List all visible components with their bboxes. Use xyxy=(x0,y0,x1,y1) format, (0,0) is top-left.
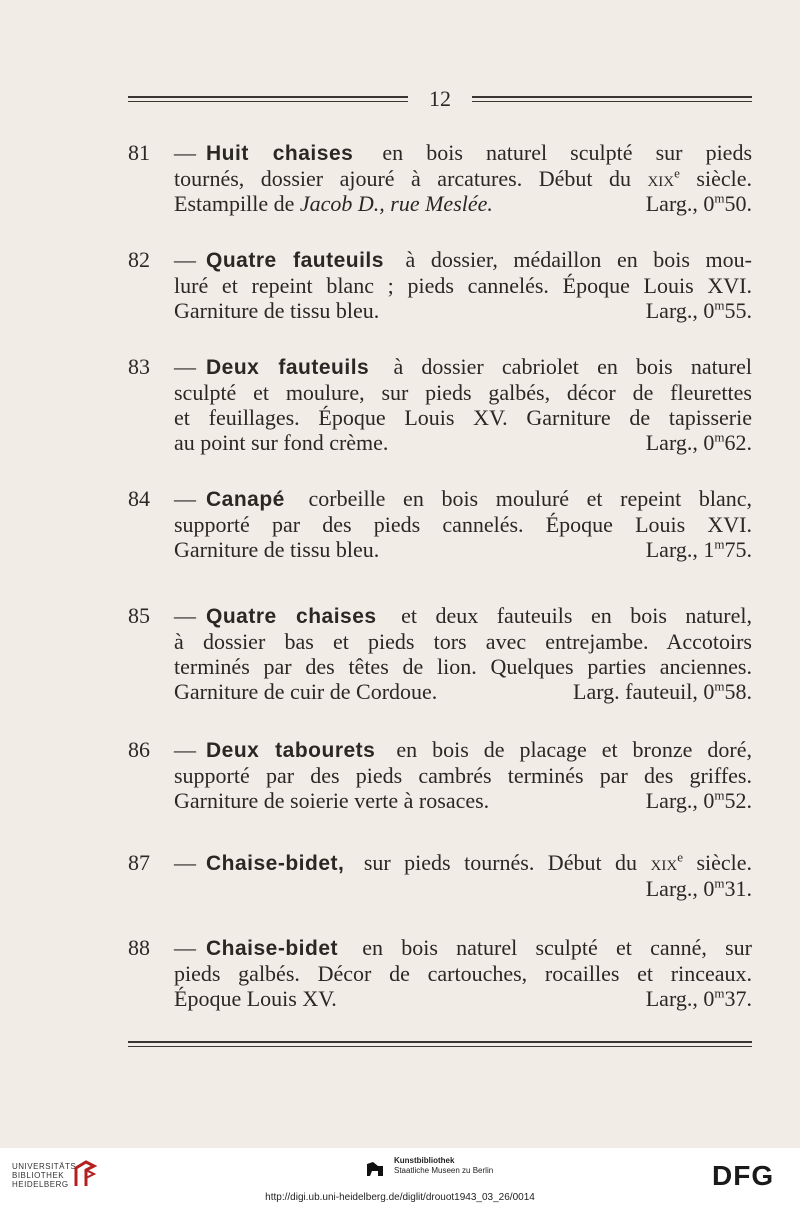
lot-85 xyxy=(128,603,752,704)
lot-87 xyxy=(128,850,752,901)
lot-text-line: en bois naturel sculpté sur pieds xyxy=(382,140,753,165)
lot-number: 87 xyxy=(128,850,150,875)
lot-81 xyxy=(128,140,752,216)
kb-subtitle: Staatliche Museen zu Berlin xyxy=(394,1166,494,1175)
lot-size: Larg. fauteuil, 0$^m$58. xyxy=(573,678,752,704)
dash: — xyxy=(174,354,196,379)
century: xix xyxy=(650,850,678,875)
dash: — xyxy=(174,486,196,511)
lot-number: 88 xyxy=(128,935,150,960)
lot-text-line: Garniture de tissu bleu. xyxy=(174,298,380,323)
header-rule-right xyxy=(472,96,752,102)
lot-88 xyxy=(128,935,752,1011)
lot-text-line: à dossier, médaillon en bois mou- xyxy=(405,247,752,272)
page-header xyxy=(128,86,752,114)
lot-text-line: terminés par des têtes de lion. Quelques parties anciennes. xyxy=(174,654,752,679)
lot-82 xyxy=(128,247,752,323)
lot-size: Larg., 0$^m$62. xyxy=(645,429,752,455)
header-rule-left xyxy=(128,96,408,102)
lot-text-line: sur pieds tournés. Début du xyxy=(363,850,638,875)
lot-number: 81 xyxy=(128,140,150,165)
university-logo-icon xyxy=(72,1158,98,1188)
lot-text-line: supporté par des pieds cannelés. Époque Louis XVI. xyxy=(174,512,752,537)
lot-number: 82 xyxy=(128,247,150,272)
lot-text-line: Garniture de soierie verte à rosaces. xyxy=(174,788,490,813)
lot-text-line: Époque Louis XV. xyxy=(174,986,337,1011)
lot-text-line: Garniture de cuir de Cordoue. xyxy=(174,679,438,704)
digitization-banner xyxy=(0,1148,800,1206)
lot-86 xyxy=(128,737,752,813)
lot-title: Canapé xyxy=(206,488,285,511)
kb-title: Kunstbibliothek xyxy=(394,1156,455,1165)
lot-text-line: siècle. xyxy=(696,166,752,191)
lot-text-line: luré et repeint blanc ; pieds cannelés. Époque Louis XVI. xyxy=(174,273,752,298)
dash: — xyxy=(174,603,196,628)
dfg-logo[interactable]: DFG xyxy=(712,1160,775,1191)
footer-rule xyxy=(128,1041,752,1047)
lot-number: 86 xyxy=(128,737,150,762)
lot-text-line: au point sur fond crème. xyxy=(174,430,389,455)
lot-title: Quatre chaises xyxy=(206,605,377,628)
lot-text-line: à dossier bas et pieds tors avec entrejambe. Accotoirs xyxy=(174,629,752,654)
lot-text-line: sculpté et moulure, sur pieds galbés, décor de fleurettes xyxy=(174,380,752,405)
lot-84 xyxy=(128,486,752,562)
page-number: 12 xyxy=(429,86,451,111)
lot-text-line: supporté par des pieds cambrés terminés par des griffes. xyxy=(174,763,752,788)
lot-text-line: siècle. xyxy=(696,850,753,875)
century-sup: e xyxy=(677,849,683,865)
dash: — xyxy=(174,737,196,762)
century: xix xyxy=(647,166,675,191)
lot-text-line: pieds galbés. Décor de cartouches, rocailles et rinceaux. xyxy=(174,961,752,986)
dash: — xyxy=(174,850,196,875)
lot-size: Larg., 1$^m$75. xyxy=(645,536,752,562)
dash: — xyxy=(174,935,196,960)
lot-size: Larg., 0$^m$37. xyxy=(645,985,752,1011)
permalink-url[interactable]: http://digi.ub.uni-heidelberg.de/diglit/drouot1943_03_26/0014 xyxy=(265,1192,535,1203)
lot-number: 84 xyxy=(128,486,150,511)
lot-title: Deux tabourets xyxy=(206,739,376,762)
lot-text-line: corbeille en bois mouluré et repeint blanc, xyxy=(308,486,753,511)
lot-title: Chaise-bidet, xyxy=(206,852,345,875)
lot-text-line: et feuillages. Époque Louis XV. Garniture de tapisserie xyxy=(174,405,752,430)
century-sup: e xyxy=(674,165,680,181)
bear-icon xyxy=(364,1158,386,1180)
university-logo-text: UNIVERSITÄTS- BIBLIOTHEK HEIDELBERG xyxy=(12,1162,80,1189)
lot-text-line: et deux fauteuils en bois naturel, xyxy=(401,603,752,628)
lot-title: Quatre fauteuils xyxy=(206,249,384,272)
lot-text-line: tournés, dossier ajouré à arcatures. Début du xyxy=(174,166,631,191)
lot-number: 83 xyxy=(128,354,150,379)
lot-83 xyxy=(128,354,752,455)
lot-text-line: Garniture de tissu bleu. xyxy=(174,537,380,562)
lot-text-line: à dossier cabriolet en bois naturel xyxy=(393,354,752,379)
lot-size: Larg., 0$^m$55. xyxy=(645,297,752,323)
dash: — xyxy=(174,247,196,272)
lot-size: Larg., 0$^m$50. xyxy=(645,190,752,216)
lot-text-line: en bois naturel sculpté et canné, sur xyxy=(362,935,752,960)
stamp-name: Jacob D., rue Meslée. xyxy=(299,191,493,216)
dash: — xyxy=(174,140,196,165)
lot-text-line: en bois de placage et bronze doré, xyxy=(396,737,752,762)
lot-title: Deux fauteuils xyxy=(206,356,370,379)
lot-title: Chaise-bidet xyxy=(206,937,339,960)
lot-number: 85 xyxy=(128,603,150,628)
lot-size: Larg., 0$^m$52. xyxy=(645,787,752,813)
stamp-label: Estampille de xyxy=(174,191,295,216)
lot-size: Larg., 0$^m$31. xyxy=(645,875,752,901)
lot-title: Huit chaises xyxy=(206,142,354,165)
